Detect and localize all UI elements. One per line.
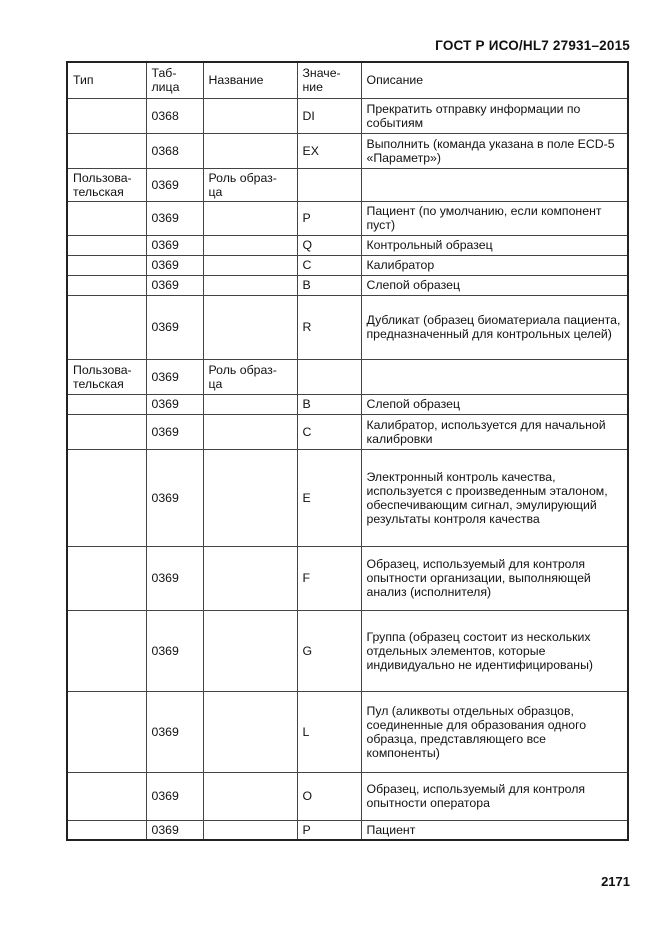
cell-type: Пользова- тельская <box>67 168 146 201</box>
cell-table: 0369 <box>146 414 203 449</box>
cell-description: Дубликат (образец биоматериала пациента, предназначенный для контрольных целей) <box>361 295 628 359</box>
table-row <box>67 201 628 235</box>
cell-description: Пул (аликвоты отдельных образцов, соединенные для образования одного образца, представляющего все компоненты) <box>361 691 628 772</box>
cell-type <box>67 610 146 691</box>
cell-name <box>203 394 297 414</box>
cell-table: 0369 <box>146 359 203 394</box>
cell-description: Прекратить отправку информации по событиям <box>361 98 628 133</box>
table-row <box>67 414 628 449</box>
cell-description: Калибратор <box>361 255 628 275</box>
cell-value: EX <box>297 133 361 168</box>
table-row <box>67 133 628 168</box>
column-header-table: Таб- лица <box>146 62 203 98</box>
cell-type <box>67 820 146 840</box>
cell-type <box>67 449 146 546</box>
cell-name <box>203 201 297 235</box>
cell-value: E <box>297 449 361 546</box>
table-row <box>67 98 628 133</box>
cell-name: Роль образ- ца <box>203 168 297 201</box>
cell-type <box>67 98 146 133</box>
column-header-value: Значе- ние <box>297 62 361 98</box>
cell-name <box>203 610 297 691</box>
cell-name <box>203 133 297 168</box>
cell-value: P <box>297 820 361 840</box>
cell-name: Роль образ- ца <box>203 359 297 394</box>
cell-description: Калибратор, используется для начальной калибровки <box>361 414 628 449</box>
cell-value: C <box>297 255 361 275</box>
cell-name <box>203 772 297 820</box>
cell-description: Пациент (по умолчанию, если компонент пуст) <box>361 201 628 235</box>
cell-table: 0369 <box>146 610 203 691</box>
cell-table: 0369 <box>146 820 203 840</box>
column-header-description: Описание <box>361 62 628 98</box>
cell-type <box>67 275 146 295</box>
column-header-type: Тип <box>67 62 146 98</box>
cell-name <box>203 546 297 610</box>
cell-table: 0369 <box>146 201 203 235</box>
cell-name <box>203 98 297 133</box>
cell-value <box>297 359 361 394</box>
cell-description: Образец, используемый для контроля опытности организации, выполняющей анализ (исполнителя) <box>361 546 628 610</box>
cell-description: Слепой образец <box>361 275 628 295</box>
cell-table: 0369 <box>146 168 203 201</box>
cell-value: L <box>297 691 361 772</box>
cell-description: Выполнить (команда указана в поле ECD-5 «Параметр») <box>361 133 628 168</box>
cell-value: G <box>297 610 361 691</box>
cell-description <box>361 359 628 394</box>
cell-value: B <box>297 394 361 414</box>
cell-type <box>67 133 146 168</box>
table-row <box>67 168 628 201</box>
cell-value: Q <box>297 235 361 255</box>
cell-type <box>67 691 146 772</box>
table-row <box>67 820 628 840</box>
cell-value: O <box>297 772 361 820</box>
page-number: 2171 <box>601 874 630 889</box>
table-row <box>67 235 628 255</box>
cell-table: 0369 <box>146 295 203 359</box>
table-row <box>67 546 628 610</box>
cell-table: 0368 <box>146 133 203 168</box>
cell-name <box>203 295 297 359</box>
cell-name <box>203 414 297 449</box>
cell-value: P <box>297 201 361 235</box>
cell-table: 0369 <box>146 235 203 255</box>
cell-value <box>297 168 361 201</box>
cell-name <box>203 235 297 255</box>
cell-description <box>361 168 628 201</box>
cell-value: DI <box>297 98 361 133</box>
document-code-header: ГОСТ Р ИСО/HL7 27931–2015 <box>435 38 630 53</box>
cell-type <box>67 295 146 359</box>
cell-type <box>67 546 146 610</box>
cell-description: Образец, используемый для контроля опытности оператора <box>361 772 628 820</box>
cell-description: Пациент <box>361 820 628 840</box>
table-row <box>67 275 628 295</box>
cell-description: Контрольный образец <box>361 235 628 255</box>
cell-value: R <box>297 295 361 359</box>
table-row <box>67 295 628 359</box>
cell-value: B <box>297 275 361 295</box>
cell-table: 0369 <box>146 255 203 275</box>
cell-table: 0369 <box>146 394 203 414</box>
table-row <box>67 691 628 772</box>
cell-name <box>203 255 297 275</box>
table-header-row <box>67 62 628 98</box>
cell-value: F <box>297 546 361 610</box>
cell-name <box>203 275 297 295</box>
cell-type <box>67 772 146 820</box>
cell-name <box>203 820 297 840</box>
cell-table: 0369 <box>146 546 203 610</box>
table-row <box>67 449 628 546</box>
cell-type <box>67 255 146 275</box>
table-row <box>67 359 628 394</box>
table-row <box>67 255 628 275</box>
cell-description: Группа (образец состоит из нескольких отдельных элементов, которые индивидуально не идентифицированы) <box>361 610 628 691</box>
cell-type: Пользова- тельская <box>67 359 146 394</box>
cell-type <box>67 235 146 255</box>
cell-description: Электронный контроль качества, используется с произведенным эталоном, обеспечивающим сигнал, эмулирующий результаты контроля качества <box>361 449 628 546</box>
cell-name <box>203 449 297 546</box>
table-row <box>67 772 628 820</box>
cell-table: 0369 <box>146 449 203 546</box>
cell-value: C <box>297 414 361 449</box>
cell-name <box>203 691 297 772</box>
cell-type <box>67 394 146 414</box>
cell-type <box>67 414 146 449</box>
code-table <box>66 61 629 841</box>
table-row <box>67 610 628 691</box>
column-header-name: Название <box>203 62 297 98</box>
cell-table: 0369 <box>146 275 203 295</box>
cell-table: 0369 <box>146 772 203 820</box>
cell-table: 0368 <box>146 98 203 133</box>
cell-description: Слепой образец <box>361 394 628 414</box>
cell-type <box>67 201 146 235</box>
table-row <box>67 394 628 414</box>
cell-table: 0369 <box>146 691 203 772</box>
